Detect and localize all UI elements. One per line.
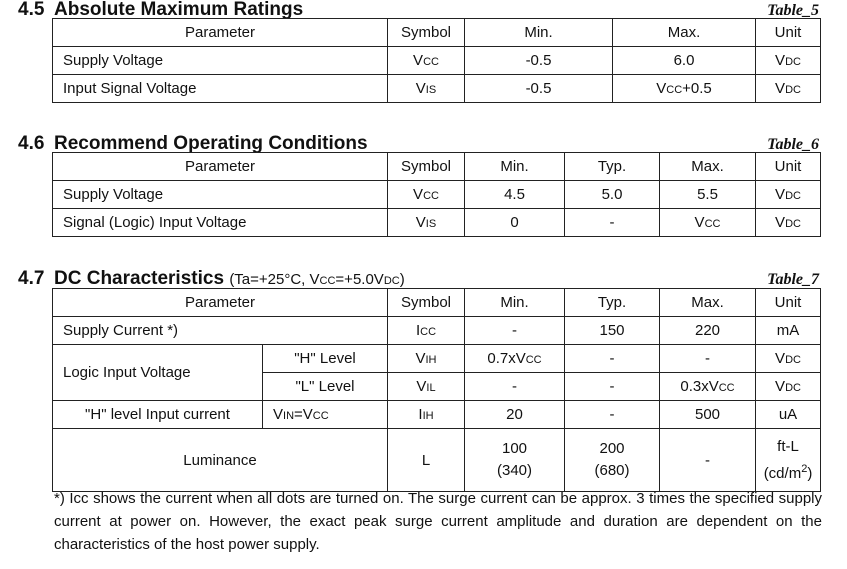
level-cell: "H" Level xyxy=(263,345,388,373)
min-cell: -0.5 xyxy=(465,47,613,75)
unit-cell: VDC xyxy=(756,181,821,209)
param-cell: Supply Voltage xyxy=(53,181,388,209)
table-row xyxy=(53,75,821,103)
table-label: Table_7 xyxy=(767,271,819,288)
typ-cell: - xyxy=(565,401,660,429)
param-cell: Signal (Logic) Input Voltage xyxy=(53,209,388,237)
dc-characteristics-table xyxy=(52,288,821,492)
unit-cell: mA xyxy=(756,317,821,345)
param-cell: Logic Input Voltage xyxy=(53,345,263,401)
max-cell: 5.5 xyxy=(660,181,756,209)
table-row xyxy=(53,317,821,345)
param-cell: Luminance xyxy=(53,429,388,492)
header-cell: Typ. xyxy=(565,153,660,181)
header-cell: Unit xyxy=(756,19,821,47)
table-label: Table_5 xyxy=(767,2,819,19)
condition-cell: VIN=VCC xyxy=(263,401,388,429)
typ-cell: 200 (680) xyxy=(565,429,660,492)
unit-cell: VDC xyxy=(756,209,821,237)
typ-cell: 150 xyxy=(565,317,660,345)
table-row xyxy=(53,209,821,237)
unit-cell: ft-L $(cd/m^2)$ xyxy=(756,429,821,492)
typ-cell: - xyxy=(565,345,660,373)
absolute-max-table xyxy=(52,18,821,103)
header-cell: Symbol xyxy=(388,289,465,317)
table-row xyxy=(53,401,821,429)
symbol-cell: L xyxy=(388,429,465,492)
header-cell: Typ. xyxy=(565,289,660,317)
header-cell: Symbol xyxy=(388,153,465,181)
max-cell: - xyxy=(660,345,756,373)
min-cell: - xyxy=(465,317,565,345)
header-cell: Parameter xyxy=(53,153,388,181)
table-label: Table_6 xyxy=(767,136,819,153)
symbol-cell: VIS xyxy=(388,75,465,103)
unit-cell: VDC xyxy=(756,373,821,401)
unit-cell: uA xyxy=(756,401,821,429)
section-number: 4.5 xyxy=(18,0,45,20)
symbol-cell: ICC xyxy=(388,317,465,345)
level-cell: "L" Level xyxy=(263,373,388,401)
param-cell: "H" level Input current xyxy=(53,401,263,429)
symbol-cell: VIL xyxy=(388,373,465,401)
header-cell: Max. xyxy=(660,153,756,181)
test-conditions: (Ta=+25°C, VCC=+5.0VDC) xyxy=(229,271,405,288)
header-cell: Min. xyxy=(465,19,613,47)
symbol-cell: VIS xyxy=(388,209,465,237)
min-cell: - xyxy=(465,373,565,401)
symbol-cell: VIH xyxy=(388,345,465,373)
max-cell: 6.0 xyxy=(613,47,756,75)
header-cell: Min. xyxy=(465,153,565,181)
section-title-absolute-max xyxy=(18,0,303,20)
min-cell: 0.7xVCC xyxy=(465,345,565,373)
header-cell: Unit xyxy=(756,153,821,181)
unit-cell: VDC xyxy=(756,75,821,103)
section-number: 4.6 xyxy=(18,133,45,154)
min-cell: 4.5 xyxy=(465,181,565,209)
symbol-cell: VCC xyxy=(388,47,465,75)
header-cell: Min. xyxy=(465,289,565,317)
table-row xyxy=(53,181,821,209)
header-cell: Max. xyxy=(660,289,756,317)
footnote: *) Icc shows the current when all dots are turned on. The surge current can be approx. 3 times the specified supply current at power on. However, the exact peak surge current amplitude and duration are dependent on the characteristics of the host power supply. xyxy=(54,490,822,553)
max-cell: - xyxy=(660,429,756,492)
table-row xyxy=(53,345,821,373)
min-cell: 20 xyxy=(465,401,565,429)
table-row xyxy=(53,47,821,75)
table-header-row xyxy=(53,289,821,317)
typ-cell: - xyxy=(565,209,660,237)
section-heading: Absolute Maximum Ratings xyxy=(54,0,304,20)
header-cell: Parameter xyxy=(53,289,388,317)
header-cell: Symbol xyxy=(388,19,465,47)
max-cell: VCC+0.5 xyxy=(613,75,756,103)
min-cell: 0 xyxy=(465,209,565,237)
symbol-cell: VCC xyxy=(388,181,465,209)
operating-conditions-table xyxy=(52,152,821,237)
max-cell: 500 xyxy=(660,401,756,429)
header-cell: Unit xyxy=(756,289,821,317)
min-cell: -0.5 xyxy=(465,75,613,103)
max-cell: 0.3xVCC xyxy=(660,373,756,401)
min-cell: 100 (340) xyxy=(465,429,565,492)
max-cell: VCC xyxy=(660,209,756,237)
max-cell: 220 xyxy=(660,317,756,345)
typ-cell: 5.0 xyxy=(565,181,660,209)
header-cell: Parameter xyxy=(53,19,388,47)
header-cell: Max. xyxy=(613,19,756,47)
section-heading: DC Characteristics xyxy=(54,268,225,289)
section-number: 4.7 xyxy=(18,268,45,289)
unit-cell: VDC xyxy=(756,345,821,373)
section-title-operating-conditions xyxy=(18,134,368,154)
section-heading: Recommend Operating Conditions xyxy=(54,133,368,154)
table-header-row xyxy=(53,19,821,47)
param-cell: Supply Current *) xyxy=(53,317,388,345)
table-row xyxy=(53,429,821,492)
symbol-cell: IIH xyxy=(388,401,465,429)
unit-cell: VDC xyxy=(756,47,821,75)
param-cell: Supply Voltage xyxy=(53,47,388,75)
table-header-row xyxy=(53,153,821,181)
param-cell: Input Signal Voltage xyxy=(53,75,388,103)
typ-cell: - xyxy=(565,373,660,401)
